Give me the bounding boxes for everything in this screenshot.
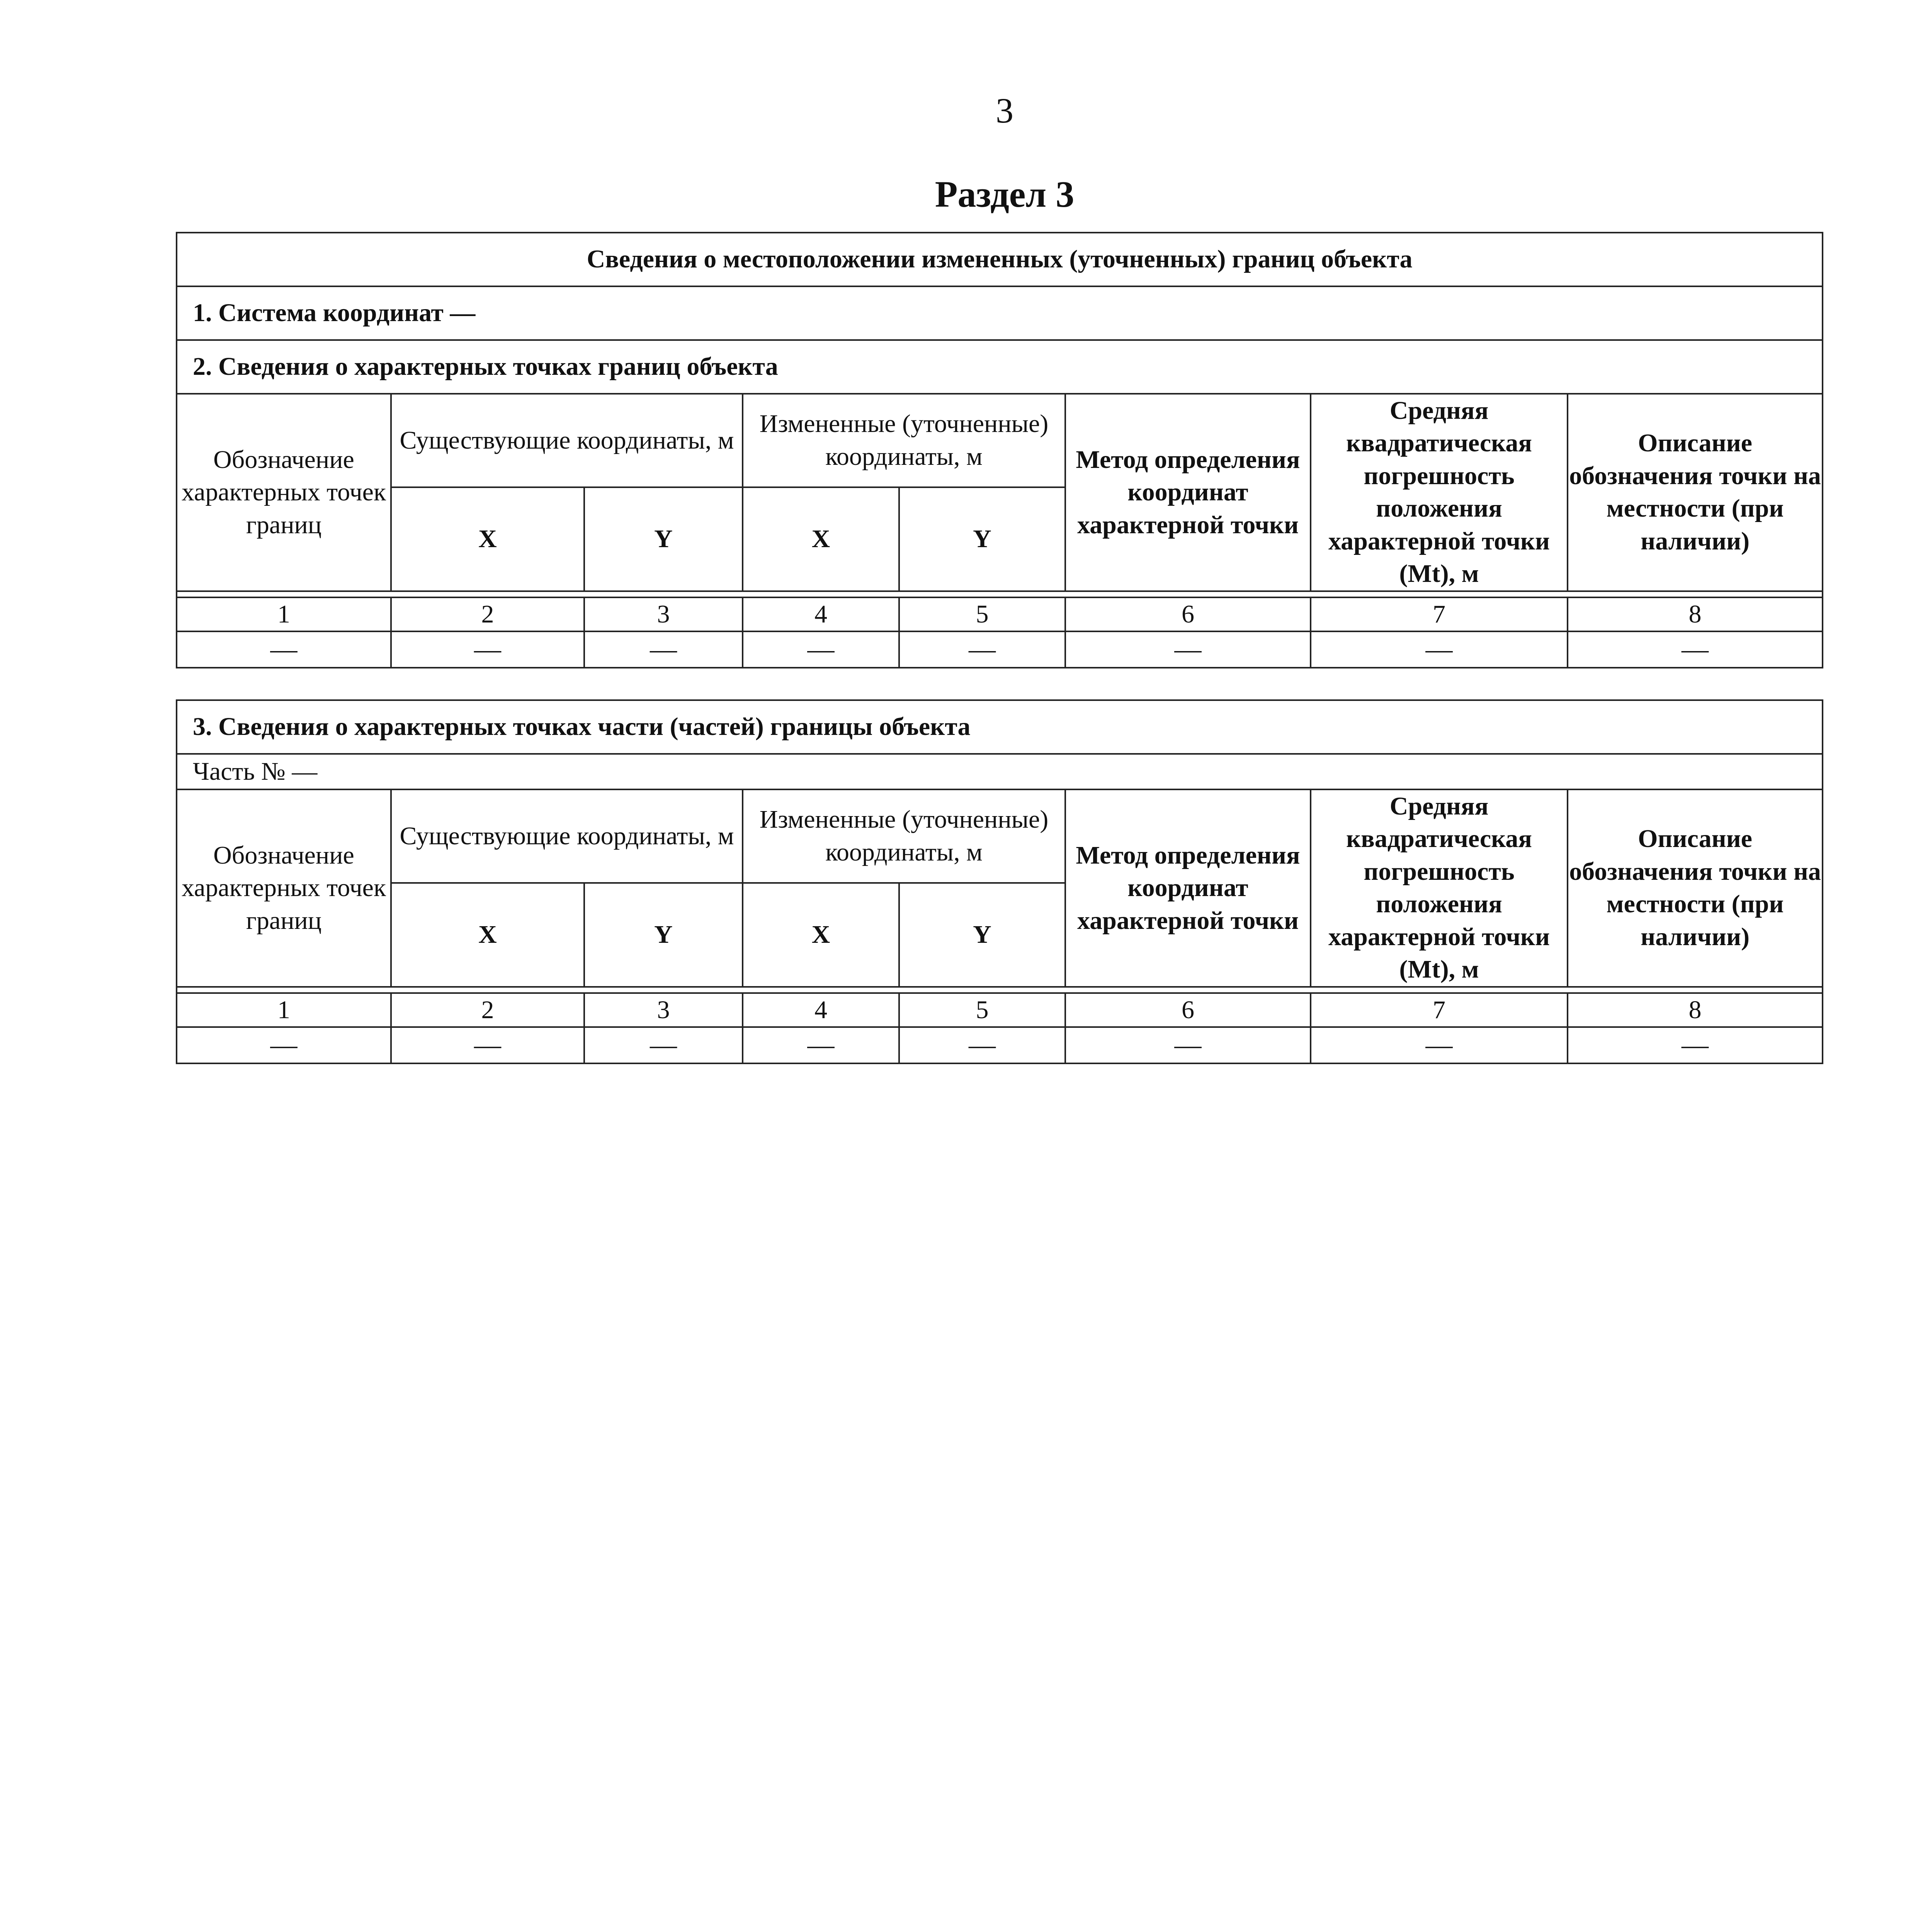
col-number-4: 4: [743, 993, 899, 1027]
cell-description: —: [1568, 631, 1823, 668]
col-number-7: 7: [1311, 993, 1568, 1027]
cell-designation: —: [177, 631, 391, 668]
header-existing-coords: Существующие координаты, м: [391, 394, 743, 487]
header-changed-coords: Измененные (уточненные) координаты, м: [743, 394, 1065, 487]
col-number-7: 7: [1311, 597, 1568, 631]
cell-description: —: [1568, 1027, 1823, 1063]
coord-system-label: 1. Система координат —: [177, 286, 1823, 340]
cell-changed-y: —: [899, 1027, 1065, 1063]
part-number-label: Часть № —: [177, 754, 1823, 789]
cell-changed-x: —: [743, 1027, 899, 1063]
col-number-3: 3: [584, 597, 743, 631]
header-mean-error: Средняя квадратическая погрешность положения характерной точки (Mt), м: [1311, 394, 1568, 591]
cell-designation: —: [177, 1027, 391, 1063]
col-number-3: 3: [584, 993, 743, 1027]
part-boundaries-table: [176, 699, 1823, 1064]
page-number: 3: [996, 91, 1013, 130]
header-changed-y: Y: [899, 883, 1065, 987]
col-number-6: 6: [1065, 993, 1311, 1027]
cell-existing-y: —: [584, 631, 743, 668]
section-title: Раздел 3: [935, 173, 1075, 215]
col-number-2: 2: [391, 597, 584, 631]
part-section-title: 3. Сведения о характерных точках части (частей) границы объекта: [177, 700, 1823, 754]
header-method: Метод определения координат характерной точки: [1065, 789, 1311, 987]
header-description: Описание обозначения точки на местности (при наличии): [1568, 789, 1823, 987]
boundaries-table: [176, 232, 1823, 668]
header-description: Описание обозначения точки на местности (при наличии): [1568, 394, 1823, 591]
cell-existing-x: —: [391, 631, 584, 668]
header-method: Метод определения координат характерной точки: [1065, 394, 1311, 591]
cell-existing-x: —: [391, 1027, 584, 1063]
points-section-title: 2. Сведения о характерных точках границ объекта: [177, 340, 1823, 394]
header-mean-error: Средняя квадратическая погрешность положения характерной точки (Mt), м: [1311, 789, 1568, 987]
header-changed-x: X: [743, 883, 899, 987]
col-number-2: 2: [391, 993, 584, 1027]
header-existing-x: X: [391, 883, 584, 987]
header-changed-y: Y: [899, 487, 1065, 591]
header-changed-x: X: [743, 487, 899, 591]
col-number-5: 5: [899, 597, 1065, 631]
table-title: Сведения о местоположении измененных (уточненных) границ объекта: [177, 233, 1823, 286]
cell-mean-error: —: [1311, 1027, 1568, 1063]
col-number-8: 8: [1568, 597, 1823, 631]
spacer: [177, 987, 1823, 993]
cell-method: —: [1065, 631, 1311, 668]
cell-method: —: [1065, 1027, 1311, 1063]
col-number-6: 6: [1065, 597, 1311, 631]
col-number-1: 1: [177, 597, 391, 631]
cell-changed-y: —: [899, 631, 1065, 668]
col-number-1: 1: [177, 993, 391, 1027]
header-designation: Обозначение характерных точек границ: [177, 394, 391, 591]
cell-existing-y: —: [584, 1027, 743, 1063]
col-number-8: 8: [1568, 993, 1823, 1027]
header-existing-y: Y: [584, 883, 743, 987]
col-number-4: 4: [743, 597, 899, 631]
col-number-5: 5: [899, 993, 1065, 1027]
header-existing-x: X: [391, 487, 584, 591]
cell-changed-x: —: [743, 631, 899, 668]
cell-mean-error: —: [1311, 631, 1568, 668]
header-existing-y: Y: [584, 487, 743, 591]
header-existing-coords: Существующие координаты, м: [391, 789, 743, 883]
header-designation: Обозначение характерных точек границ: [177, 789, 391, 987]
header-changed-coords: Измененные (уточненные) координаты, м: [743, 789, 1065, 883]
spacer: [177, 591, 1823, 597]
